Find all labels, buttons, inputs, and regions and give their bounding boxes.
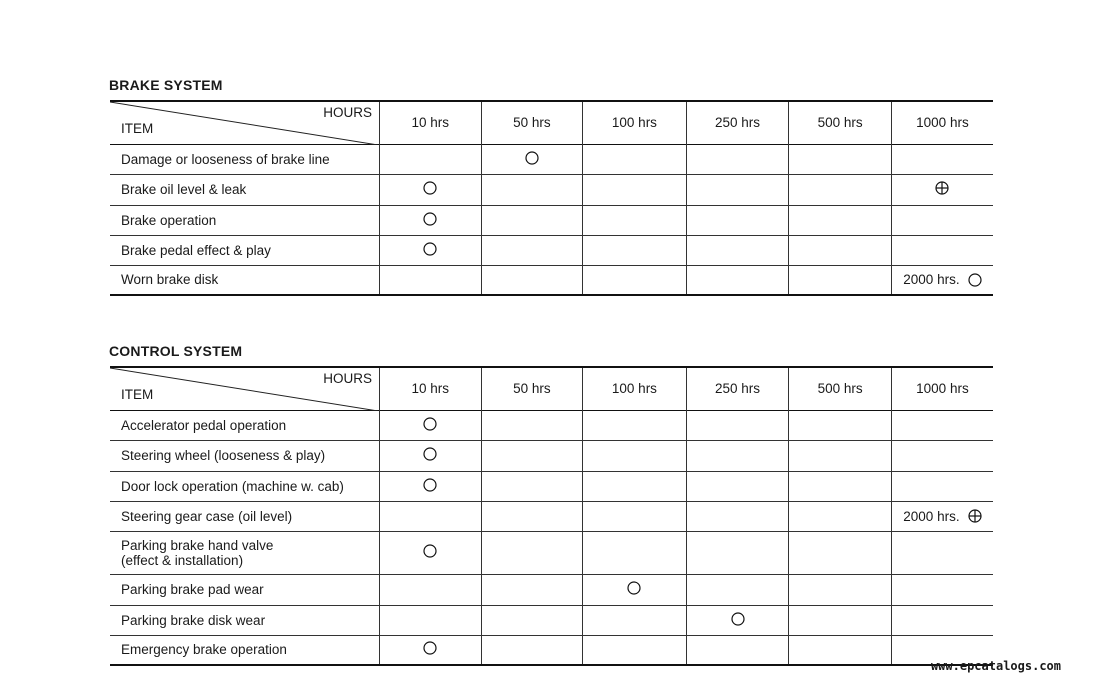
- interval-cell: [481, 471, 583, 501]
- interval-cell: [583, 605, 687, 635]
- interval-cell: [789, 635, 892, 665]
- table-row: [110, 574, 993, 605]
- interval-cell: [481, 635, 583, 665]
- table-row: [110, 144, 993, 174]
- interval-cell: [789, 471, 892, 501]
- interval-cell: [789, 265, 892, 295]
- interval-cell: [891, 501, 993, 531]
- interval-cell: [380, 174, 482, 205]
- interval-cell: [380, 605, 482, 635]
- interval-cell: [686, 410, 789, 440]
- interval-cell: [891, 440, 993, 471]
- interval-cell: [789, 174, 892, 205]
- interval-cell: [380, 410, 482, 440]
- item-name: Emergency brake operation: [121, 642, 287, 658]
- interval-cell: [891, 471, 993, 501]
- interval-cell: [583, 531, 687, 574]
- circle-icon: [423, 181, 437, 195]
- interval-cell: [481, 440, 583, 471]
- table-row: [110, 501, 993, 531]
- interval-cell: [481, 144, 583, 174]
- item-name: Parking brake pad wear: [121, 582, 264, 597]
- interval-cell: [686, 205, 789, 235]
- interval-cell: [481, 531, 583, 574]
- table-row: [110, 531, 993, 574]
- circle-icon: [731, 612, 745, 626]
- interval-cell: [891, 235, 993, 265]
- item-name: Worn brake disk: [121, 272, 219, 288]
- interval-cell: [891, 205, 993, 235]
- interval-cell: [481, 235, 583, 265]
- table-row: [110, 440, 993, 471]
- interval-cell: [583, 635, 687, 665]
- interval-cell: [891, 605, 993, 635]
- item-name: Brake operation: [121, 212, 217, 228]
- item-name: Steering gear case (oil level): [121, 508, 293, 524]
- interval-cell: [686, 635, 789, 665]
- interval-cell: [380, 531, 482, 574]
- interval-cell: [380, 471, 482, 501]
- interval-header: 1000 hrs: [891, 101, 993, 144]
- interval-cell: [789, 574, 892, 605]
- interval-cell: [686, 235, 789, 265]
- table-row: [110, 235, 993, 265]
- circle-icon: [423, 641, 437, 655]
- circle-icon: [423, 212, 437, 226]
- interval-cell: [380, 574, 482, 605]
- item-name: Door lock operation (machine w. cab): [121, 478, 344, 494]
- item-name: Accelerator pedal operation: [121, 417, 287, 433]
- interval-cell: [686, 144, 789, 174]
- interval-cell: [380, 144, 482, 174]
- interval-cell: [380, 205, 482, 235]
- interval-cell: [686, 574, 789, 605]
- interval-header: 500 hrs: [789, 367, 892, 410]
- interval-header: 10 hrs: [380, 101, 482, 144]
- item-name: Parking brake hand valve (effect & installation): [121, 537, 274, 568]
- header-row: [110, 367, 993, 410]
- interval-header: 50 hrs: [481, 367, 583, 410]
- control-schedule-table: [110, 366, 993, 666]
- circle-plus-icon: [968, 509, 982, 523]
- item-name: Damage or looseness of brake line: [121, 151, 330, 167]
- brake-section-title: BRAKE SYSTEM: [109, 77, 223, 93]
- circle-icon: [423, 478, 437, 492]
- interval-note: 2000 hrs.: [903, 272, 960, 288]
- interval-cell: [481, 205, 583, 235]
- interval-cell: [583, 501, 687, 531]
- circle-icon: [423, 417, 437, 431]
- interval-cell: [583, 235, 687, 265]
- interval-cell: [380, 440, 482, 471]
- interval-header: 50 hrs: [481, 101, 583, 144]
- interval-cell: [583, 205, 687, 235]
- brake-schedule-table: [110, 100, 993, 296]
- interval-cell: [789, 205, 892, 235]
- interval-cell: [789, 144, 892, 174]
- interval-header: 500 hrs: [789, 101, 892, 144]
- interval-cell: [686, 440, 789, 471]
- table-row: [110, 174, 993, 205]
- table-row: [110, 410, 993, 440]
- interval-cell: [481, 501, 583, 531]
- table-row: [110, 471, 993, 501]
- interval-cell: [481, 605, 583, 635]
- interval-cell: [583, 440, 687, 471]
- interval-cell: [789, 440, 892, 471]
- circle-icon: [968, 273, 982, 287]
- hours-label: HOURS: [323, 105, 373, 120]
- circle-plus-icon: [935, 181, 949, 195]
- diagonal-header-cell: [110, 101, 380, 144]
- item-name: Steering wheel (looseness & play): [121, 448, 326, 463]
- interval-cell: [686, 501, 789, 531]
- control-section-title: CONTROL SYSTEM: [109, 343, 243, 359]
- interval-cell: [380, 265, 482, 295]
- interval-cell: [789, 605, 892, 635]
- interval-cell: [583, 174, 687, 205]
- item-label: ITEM: [121, 120, 154, 136]
- interval-cell: [789, 410, 892, 440]
- interval-cell: [481, 265, 583, 295]
- item-name: Brake oil level & leak: [121, 182, 247, 197]
- interval-cell: [481, 574, 583, 605]
- interval-cell: [583, 265, 687, 295]
- interval-cell: [891, 531, 993, 574]
- interval-cell: [583, 574, 687, 605]
- interval-cell: [891, 265, 993, 295]
- interval-cell: [380, 501, 482, 531]
- interval-cell: [583, 410, 687, 440]
- circle-icon: [423, 447, 437, 461]
- interval-cell: [789, 531, 892, 574]
- interval-cell: [380, 635, 482, 665]
- interval-cell: [583, 471, 687, 501]
- table-row: [110, 265, 993, 295]
- interval-cell: [686, 174, 789, 205]
- interval-note: 2000 hrs.: [903, 508, 960, 524]
- table-row: [110, 205, 993, 235]
- table-row: [110, 605, 993, 635]
- item-name: Brake pedal effect & play: [121, 242, 271, 258]
- circle-icon: [525, 151, 539, 165]
- interval-cell: [891, 174, 993, 205]
- interval-cell: [891, 410, 993, 440]
- interval-cell: [891, 144, 993, 174]
- interval-header: 10 hrs: [380, 367, 482, 410]
- circle-icon: [627, 581, 641, 595]
- interval-header: 100 hrs: [583, 367, 687, 410]
- interval-cell: [686, 471, 789, 501]
- interval-cell: [891, 574, 993, 605]
- table-row: [110, 635, 993, 665]
- item-label: ITEM: [121, 386, 154, 402]
- interval-cell: [481, 410, 583, 440]
- circle-icon: [423, 544, 437, 558]
- interval-cell: [789, 235, 892, 265]
- interval-cell: [686, 605, 789, 635]
- interval-header: 1000 hrs: [891, 367, 993, 410]
- interval-cell: [481, 174, 583, 205]
- watermark-url: www.epcatalogs.com: [930, 659, 1061, 673]
- diagonal-header-cell: [110, 367, 380, 410]
- header-row: [110, 101, 993, 144]
- interval-header: 100 hrs: [583, 101, 687, 144]
- interval-header: 250 hrs: [686, 101, 789, 144]
- interval-header: 250 hrs: [686, 367, 789, 410]
- interval-cell: [789, 501, 892, 531]
- interval-cell: [686, 265, 789, 295]
- hours-label: HOURS: [323, 371, 373, 386]
- circle-icon: [423, 242, 437, 256]
- interval-cell: [686, 531, 789, 574]
- interval-cell: [380, 235, 482, 265]
- item-name: Parking brake disk wear: [121, 612, 266, 628]
- interval-cell: [583, 144, 687, 174]
